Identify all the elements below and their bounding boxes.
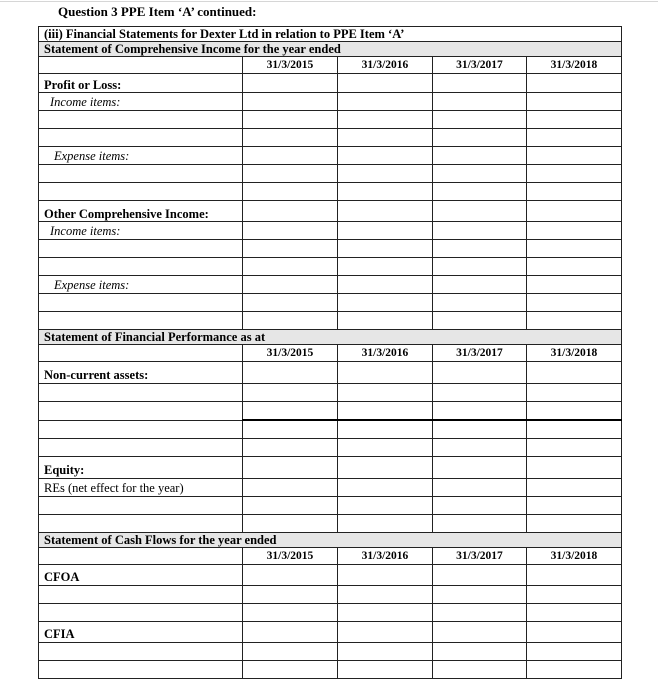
socf-date-row	[39, 548, 622, 565]
entry-cell[interactable]	[338, 147, 433, 165]
entry-cell[interactable]	[433, 111, 527, 129]
socf-date-label-cell	[39, 548, 243, 565]
entry-cell[interactable]	[39, 497, 243, 515]
oci-income-items-label: Income items:	[39, 222, 243, 240]
entry-cell[interactable]	[243, 93, 338, 111]
entry-cell[interactable]	[243, 497, 338, 515]
entry-cell[interactable]	[433, 384, 527, 402]
entry-cell[interactable]	[338, 661, 433, 679]
financial-statements-table	[38, 26, 622, 679]
entry-cell[interactable]	[527, 165, 622, 183]
socf-date-2016: 31/3/2016	[338, 548, 433, 565]
entry-cell[interactable]	[433, 515, 527, 533]
entry-cell[interactable]	[527, 622, 622, 643]
entry-cell[interactable]	[527, 129, 622, 147]
section-heading: (iii) Financial Statements for Dexter Ltd in relation to PPE Item ‘A’	[39, 27, 622, 42]
entry-cell[interactable]	[338, 111, 433, 129]
entry-cell[interactable]	[39, 258, 243, 276]
table-row	[39, 643, 622, 661]
entry-cell[interactable]	[338, 74, 433, 93]
entry-cell[interactable]	[243, 240, 338, 258]
table-row	[39, 240, 622, 258]
entry-cell[interactable]	[433, 93, 527, 111]
entry-cell[interactable]	[243, 276, 338, 294]
equity-label: Equity:	[39, 457, 243, 479]
soci-date-2018: 31/3/2018	[527, 57, 622, 74]
entry-cell[interactable]	[39, 240, 243, 258]
entry-cell[interactable]	[338, 362, 433, 384]
entry-cell[interactable]	[243, 312, 338, 330]
entry-cell[interactable]	[527, 420, 622, 439]
table-row	[39, 165, 622, 183]
entry-cell[interactable]	[338, 439, 433, 457]
entry-cell[interactable]	[433, 457, 527, 479]
entry-cell[interactable]	[527, 276, 622, 294]
entry-cell[interactable]	[527, 515, 622, 533]
res-label: REs (net effect for the year)	[39, 479, 243, 497]
entry-cell[interactable]	[527, 93, 622, 111]
soci-date-2015: 31/3/2015	[243, 57, 338, 74]
entry-cell[interactable]	[433, 294, 527, 312]
entry-cell[interactable]	[338, 586, 433, 604]
table-row	[39, 312, 622, 330]
entry-cell[interactable]	[338, 384, 433, 402]
entry-cell[interactable]	[527, 565, 622, 586]
entry-cell[interactable]	[527, 312, 622, 330]
entry-cell[interactable]	[527, 586, 622, 604]
table-row	[39, 183, 622, 201]
table-row	[39, 74, 622, 93]
entry-cell[interactable]	[433, 240, 527, 258]
entry-cell[interactable]	[338, 497, 433, 515]
question-title: Question 3 PPE Item ‘A’ continued:	[58, 4, 257, 19]
entry-cell[interactable]	[527, 604, 622, 622]
entry-cell[interactable]	[39, 165, 243, 183]
entry-cell[interactable]	[338, 258, 433, 276]
sofp-date-label-cell	[39, 345, 243, 362]
table-row	[39, 515, 622, 533]
table-row	[39, 457, 622, 479]
entry-cell[interactable]	[433, 201, 527, 222]
expense-items-label: Expense items:	[39, 147, 243, 165]
entry-cell[interactable]	[527, 147, 622, 165]
table-row	[39, 258, 622, 276]
entry-cell[interactable]	[243, 586, 338, 604]
table-row	[39, 294, 622, 312]
entry-cell[interactable]	[243, 362, 338, 384]
table-row	[39, 420, 622, 439]
table-row	[39, 622, 622, 643]
section-heading-row	[39, 27, 622, 42]
table-row	[39, 402, 622, 421]
entry-cell[interactable]	[433, 420, 527, 439]
entry-cell[interactable]	[527, 497, 622, 515]
entry-cell[interactable]	[527, 183, 622, 201]
top-divider	[0, 1, 658, 2]
socf-date-2017: 31/3/2017	[433, 548, 527, 565]
entry-cell[interactable]	[243, 420, 338, 439]
entry-cell[interactable]	[433, 402, 527, 421]
entry-cell[interactable]	[527, 240, 622, 258]
entry-cell[interactable]	[243, 515, 338, 533]
entry-cell[interactable]	[527, 643, 622, 661]
entry-cell[interactable]	[527, 201, 622, 222]
entry-cell[interactable]	[338, 312, 433, 330]
entry-cell[interactable]	[338, 643, 433, 661]
entry-cell[interactable]	[433, 661, 527, 679]
table-row	[39, 586, 622, 604]
entry-cell[interactable]	[338, 479, 433, 497]
entry-cell[interactable]	[527, 294, 622, 312]
socf-date-2015: 31/3/2015	[243, 548, 338, 565]
entry-cell[interactable]	[527, 384, 622, 402]
entry-cell[interactable]	[338, 622, 433, 643]
entry-cell[interactable]	[338, 222, 433, 240]
entry-cell[interactable]	[39, 129, 243, 147]
entry-cell[interactable]	[527, 258, 622, 276]
soci-title: Statement of Comprehensive Income for the year ended	[39, 42, 622, 57]
entry-cell[interactable]	[433, 565, 527, 586]
entry-cell[interactable]	[39, 294, 243, 312]
entry-cell[interactable]	[433, 643, 527, 661]
table-row	[39, 93, 622, 111]
entry-cell[interactable]	[527, 362, 622, 384]
table-row	[39, 439, 622, 457]
table-row	[39, 604, 622, 622]
entry-cell[interactable]	[243, 294, 338, 312]
entry-cell[interactable]	[433, 439, 527, 457]
entry-cell[interactable]	[243, 147, 338, 165]
cfoa-label: CFOA	[39, 565, 243, 586]
entry-cell[interactable]	[39, 661, 243, 679]
socf-title-row	[39, 533, 622, 548]
income-items-label: Income items:	[39, 93, 243, 111]
entry-cell[interactable]	[527, 111, 622, 129]
table-row	[39, 276, 622, 294]
entry-cell[interactable]	[433, 479, 527, 497]
entry-cell[interactable]	[338, 276, 433, 294]
entry-cell[interactable]	[39, 439, 243, 457]
soci-date-row	[39, 57, 622, 74]
oci-expense-items-label: Expense items:	[39, 276, 243, 294]
socf-date-2018: 31/3/2018	[527, 548, 622, 565]
entry-cell[interactable]	[433, 362, 527, 384]
entry-cell[interactable]	[433, 222, 527, 240]
entry-cell[interactable]	[39, 111, 243, 129]
table-row	[39, 497, 622, 515]
entry-cell[interactable]	[243, 201, 338, 222]
entry-cell[interactable]	[39, 420, 243, 439]
entry-cell[interactable]	[338, 201, 433, 222]
sofp-date-2015: 31/3/2015	[243, 345, 338, 362]
non-current-assets-label: Non-current assets:	[39, 362, 243, 384]
entry-cell[interactable]	[243, 661, 338, 679]
entry-cell[interactable]	[433, 276, 527, 294]
entry-cell[interactable]	[338, 93, 433, 111]
entry-cell[interactable]	[433, 604, 527, 622]
entry-cell[interactable]	[338, 457, 433, 479]
entry-cell[interactable]	[433, 183, 527, 201]
profit-or-loss-label: Profit or Loss:	[39, 74, 243, 93]
table-row	[39, 222, 622, 240]
entry-cell[interactable]	[39, 643, 243, 661]
entry-cell[interactable]	[527, 402, 622, 421]
entry-cell[interactable]	[433, 622, 527, 643]
entry-cell[interactable]	[338, 515, 433, 533]
entry-cell[interactable]	[39, 183, 243, 201]
entry-cell[interactable]	[243, 622, 338, 643]
table-row	[39, 147, 622, 165]
entry-cell[interactable]	[39, 402, 243, 421]
entry-cell[interactable]	[433, 129, 527, 147]
soci-date-2017: 31/3/2017	[433, 57, 527, 74]
entry-cell[interactable]	[39, 586, 243, 604]
financial-statements-table-wrapper	[38, 26, 621, 679]
entry-cell[interactable]	[338, 604, 433, 622]
entry-cell[interactable]	[527, 661, 622, 679]
entry-cell[interactable]	[433, 497, 527, 515]
entry-cell[interactable]	[243, 643, 338, 661]
entry-cell[interactable]	[243, 384, 338, 402]
entry-cell[interactable]	[338, 129, 433, 147]
table-row	[39, 111, 622, 129]
entry-cell[interactable]	[243, 402, 338, 421]
entry-cell[interactable]	[243, 183, 338, 201]
entry-cell[interactable]	[243, 604, 338, 622]
entry-cell[interactable]	[39, 604, 243, 622]
entry-cell[interactable]	[433, 586, 527, 604]
entry-cell[interactable]	[243, 439, 338, 457]
sofp-date-2018: 31/3/2018	[527, 345, 622, 362]
sofp-date-row	[39, 345, 622, 362]
entry-cell[interactable]	[433, 258, 527, 276]
entry-cell[interactable]	[338, 165, 433, 183]
entry-cell[interactable]	[527, 479, 622, 497]
sofp-title-row	[39, 330, 622, 345]
sofp-title: Statement of Financial Performance as at	[39, 330, 622, 345]
entry-cell[interactable]	[243, 258, 338, 276]
table-row	[39, 479, 622, 497]
entry-cell[interactable]	[527, 222, 622, 240]
entry-cell[interactable]	[338, 420, 433, 439]
socf-title: Statement of Cash Flows for the year ended	[39, 533, 622, 548]
entry-cell[interactable]	[243, 129, 338, 147]
entry-cell[interactable]	[39, 384, 243, 402]
entry-cell[interactable]	[527, 74, 622, 93]
entry-cell[interactable]	[338, 402, 433, 421]
table-row	[39, 362, 622, 384]
entry-cell[interactable]	[243, 479, 338, 497]
entry-cell[interactable]	[243, 457, 338, 479]
entry-cell[interactable]	[243, 165, 338, 183]
cfia-label: CFIA	[39, 622, 243, 643]
entry-cell[interactable]	[39, 515, 243, 533]
soci-date-label-cell	[39, 57, 243, 74]
entry-cell[interactable]	[527, 457, 622, 479]
sofp-date-2016: 31/3/2016	[338, 345, 433, 362]
soci-title-row	[39, 42, 622, 57]
entry-cell[interactable]	[338, 240, 433, 258]
entry-cell[interactable]	[527, 439, 622, 457]
entry-cell[interactable]	[338, 565, 433, 586]
soci-date-2016: 31/3/2016	[338, 57, 433, 74]
table-row	[39, 129, 622, 147]
entry-cell[interactable]	[243, 111, 338, 129]
entry-cell[interactable]	[433, 74, 527, 93]
table-row	[39, 661, 622, 679]
table-row	[39, 565, 622, 586]
entry-cell[interactable]	[39, 312, 243, 330]
entry-cell[interactable]	[433, 312, 527, 330]
entry-cell[interactable]	[433, 165, 527, 183]
table-row	[39, 201, 622, 222]
entry-cell[interactable]	[433, 147, 527, 165]
oci-label: Other Comprehensive Income:	[39, 201, 243, 222]
entry-cell[interactable]	[243, 222, 338, 240]
entry-cell[interactable]	[243, 74, 338, 93]
entry-cell[interactable]	[338, 294, 433, 312]
table-row	[39, 384, 622, 402]
entry-cell[interactable]	[243, 565, 338, 586]
sofp-date-2017: 31/3/2017	[433, 345, 527, 362]
entry-cell[interactable]	[338, 183, 433, 201]
